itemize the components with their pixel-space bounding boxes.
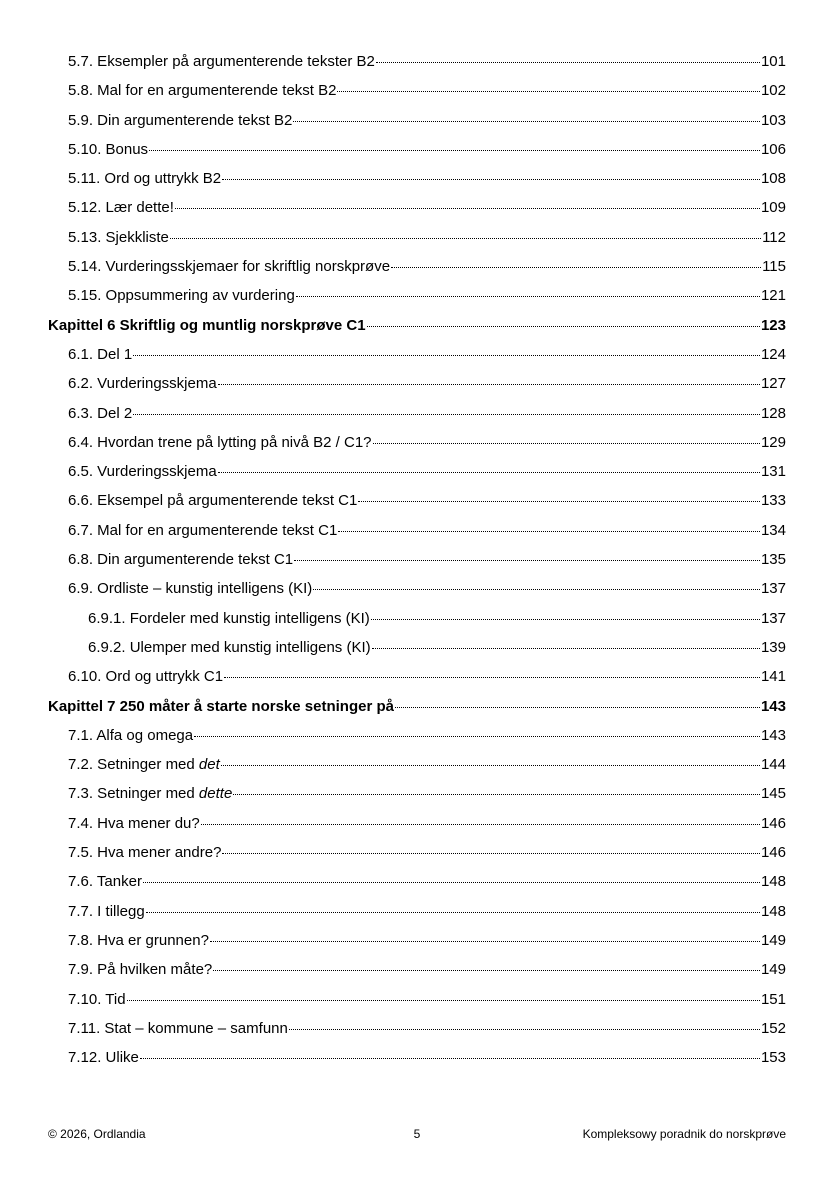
- dot-leader: [222, 853, 760, 854]
- dot-leader: [140, 1058, 760, 1059]
- toc-entry-title: 7.2. Setninger med det: [68, 756, 220, 774]
- toc-entry-page-number: 108: [760, 170, 786, 188]
- toc-entry-page-number: 103: [760, 111, 786, 129]
- dot-leader: [293, 121, 760, 122]
- toc-entry-title: 7.5. Hva mener andre?: [68, 844, 222, 862]
- toc-entry-title: 5.13. Sjekkliste: [68, 228, 169, 246]
- toc-entry[interactable]: [0, 544, 831, 573]
- toc-entry-page-number: 143: [760, 726, 786, 744]
- toc-entry-page-number: 129: [760, 433, 786, 451]
- toc-entry-title: 6.8. Din argumenterende tekst C1: [68, 551, 294, 569]
- toc-entry-page-number: 143: [760, 697, 786, 715]
- toc-chapter-entry[interactable]: [0, 691, 831, 720]
- page-footer: [48, 1126, 786, 1142]
- toc-entry-title: 6.9. Ordliste – kunstig intelligens (KI): [68, 580, 313, 598]
- toc-entry-page-number: 101: [760, 53, 786, 70]
- toc-entry-page-number: 137: [760, 580, 786, 598]
- toc-entry[interactable]: [0, 984, 831, 1013]
- toc-entry-title: 5.7. Eksempler på argumenterende tekster B2: [68, 53, 375, 70]
- footer-copyright: © 2026, Ordlandia: [48, 1127, 146, 1141]
- toc-entry-page-number: 149: [760, 961, 786, 979]
- toc-entry-title: 7.6. Tanker: [68, 873, 142, 891]
- dot-leader: [367, 326, 760, 327]
- toc-entry[interactable]: [0, 134, 831, 163]
- toc-entry[interactable]: [0, 925, 831, 954]
- toc-entry[interactable]: [0, 1042, 831, 1071]
- dot-leader: [371, 619, 760, 620]
- toc-entry-page-number: 148: [760, 902, 786, 920]
- table-of-contents: [0, 46, 831, 1071]
- toc-entry-page-number: 134: [760, 521, 786, 539]
- toc-entry-page-number: 128: [760, 404, 786, 422]
- toc-entry-page-number: 146: [760, 814, 786, 832]
- toc-entry-title: 7.8. Hva er grunnen?: [68, 931, 209, 949]
- toc-entry-title: 6.4. Hvordan trene på lytting på nivå B2 / C1?: [68, 433, 372, 451]
- dot-leader: [218, 472, 760, 473]
- footer-page-number: 5: [413, 1127, 421, 1141]
- dot-leader: [213, 970, 760, 971]
- toc-entry[interactable]: [0, 808, 831, 837]
- dot-leader: [222, 179, 760, 180]
- toc-chapter-entry[interactable]: [0, 310, 831, 339]
- toc-entry[interactable]: [0, 661, 831, 690]
- dot-leader: [210, 941, 760, 942]
- toc-entry-title: 6.2. Vurderingsskjema: [68, 375, 217, 393]
- toc-entry-title: 7.7. I tillegg: [68, 902, 145, 920]
- toc-entry[interactable]: [0, 339, 831, 368]
- toc-entry-title: 7.1. Alfa og omega: [68, 726, 194, 744]
- toc-entry-title: Kapittel 7 250 måter å starte norske setninger på: [48, 697, 394, 715]
- dot-leader: [224, 677, 760, 678]
- toc-entry[interactable]: [0, 46, 831, 75]
- dot-leader: [294, 560, 760, 561]
- dot-leader: [376, 62, 760, 63]
- toc-entry[interactable]: [0, 720, 831, 749]
- dot-leader: [313, 589, 760, 590]
- toc-entry[interactable]: [0, 1013, 831, 1042]
- toc-entry-title: 7.11. Stat – kommune – samfunn: [68, 1019, 288, 1037]
- toc-entry-page-number: 127: [760, 375, 786, 393]
- dot-leader: [391, 267, 761, 268]
- toc-entry[interactable]: [0, 632, 831, 661]
- toc-entry-title: 5.14. Vurderingsskjemaer for skriftlig norskprøve: [68, 258, 391, 276]
- toc-entry[interactable]: [0, 456, 831, 485]
- toc-entry-page-number: 145: [760, 785, 786, 803]
- toc-entry-page-number: 139: [760, 638, 786, 656]
- toc-entry[interactable]: [0, 105, 831, 134]
- footer-book-title: Kompleksowy poradnik do norskprøve: [582, 1127, 786, 1141]
- toc-entry[interactable]: [0, 485, 831, 514]
- toc-entry-title: 7.4. Hva mener du?: [68, 814, 200, 832]
- toc-entry-page-number: 112: [762, 228, 786, 246]
- toc-entry-title: 6.6. Eksempel på argumenterende tekst C1: [68, 492, 358, 510]
- toc-entry-title: 5.8. Mal for en argumenterende tekst B2: [68, 82, 337, 100]
- toc-entry[interactable]: [0, 603, 831, 632]
- toc-entry[interactable]: [0, 515, 831, 544]
- dot-leader: [372, 648, 760, 649]
- toc-entry-page-number: 152: [760, 1019, 786, 1037]
- toc-entry[interactable]: [0, 280, 831, 309]
- dot-leader: [373, 443, 760, 444]
- dot-leader: [133, 355, 760, 356]
- toc-entry-page-number: 137: [760, 609, 786, 627]
- toc-entry[interactable]: [0, 866, 831, 895]
- dot-leader: [127, 1000, 760, 1001]
- toc-entry-page-number: 135: [760, 551, 786, 569]
- dot-leader: [201, 824, 760, 825]
- toc-entry[interactable]: [0, 163, 831, 192]
- dot-leader: [175, 208, 760, 209]
- toc-entry-page-number: 133: [760, 492, 786, 510]
- toc-entry-page-number: 109: [760, 199, 786, 217]
- toc-entry-title: 7.3. Setninger med dette: [68, 785, 233, 803]
- toc-entry-title: 6.10. Ord og uttrykk C1: [68, 668, 224, 686]
- toc-entry-title: 6.9.1. Fordeler med kunstig intelligens (KI): [88, 609, 370, 627]
- toc-entry[interactable]: [0, 954, 831, 983]
- dot-leader: [149, 150, 760, 151]
- toc-entry[interactable]: [0, 837, 831, 866]
- dot-leader: [233, 794, 760, 795]
- toc-entry-title: 5.9. Din argumenterende tekst B2: [68, 111, 293, 129]
- toc-entry-page-number: 141: [760, 668, 786, 686]
- toc-entry-title: 6.5. Vurderingsskjema: [68, 463, 217, 481]
- toc-entry-title: 5.15. Oppsummering av vurdering: [68, 287, 295, 305]
- toc-entry[interactable]: [0, 573, 831, 602]
- dot-leader: [289, 1029, 760, 1030]
- dot-leader: [170, 238, 761, 239]
- toc-entry[interactable]: [0, 368, 831, 397]
- toc-entry-title: 5.11. Ord og uttrykk B2: [68, 170, 222, 188]
- toc-entry-title: Kapittel 6 Skriftlig og muntlig norskprøve C1: [48, 316, 366, 334]
- dot-leader: [395, 707, 760, 708]
- toc-entry-title: 6.9.2. Ulemper med kunstig intelligens (KI): [88, 638, 371, 656]
- toc-entry-page-number: 106: [760, 140, 786, 158]
- toc-entry-title: 7.9. På hvilken måte?: [68, 961, 213, 979]
- toc-entry-page-number: 123: [760, 316, 786, 334]
- dot-leader: [146, 912, 760, 913]
- toc-entry[interactable]: [0, 398, 831, 427]
- toc-entry-title: 6.1. Del 1: [68, 345, 133, 363]
- dot-leader: [296, 296, 760, 297]
- dot-leader: [337, 91, 759, 92]
- dot-leader: [338, 531, 760, 532]
- dot-leader: [221, 765, 760, 766]
- toc-entry-title: 6.7. Mal for en argumenterende tekst C1: [68, 521, 338, 539]
- dot-leader: [218, 384, 760, 385]
- toc-entry[interactable]: [0, 192, 831, 221]
- toc-entry-title: 7.12. Ulike: [68, 1049, 139, 1067]
- toc-entry-page-number: 149: [760, 931, 786, 949]
- toc-entry-page-number: 131: [760, 463, 786, 481]
- toc-entry-title: 6.3. Del 2: [68, 404, 133, 422]
- toc-entry[interactable]: [0, 251, 831, 280]
- toc-entry-page-number: 124: [760, 345, 786, 363]
- toc-entry-page-number: 144: [760, 756, 786, 774]
- dot-leader: [143, 882, 760, 883]
- toc-entry-page-number: 115: [762, 258, 786, 276]
- toc-entry-title: 7.10. Tid: [68, 990, 126, 1008]
- dot-leader: [358, 501, 760, 502]
- toc-entry-page-number: 148: [760, 873, 786, 891]
- toc-entry[interactable]: [0, 778, 831, 807]
- toc-entry[interactable]: [0, 222, 831, 251]
- toc-entry[interactable]: [0, 75, 831, 104]
- toc-entry[interactable]: [0, 427, 831, 456]
- toc-entry-title: 5.12. Lær dette!: [68, 199, 174, 217]
- toc-entry-page-number: 151: [760, 990, 786, 1008]
- toc-entry[interactable]: [0, 749, 831, 778]
- dot-leader: [133, 414, 760, 415]
- toc-entry-page-number: 102: [760, 82, 786, 100]
- toc-entry-page-number: 146: [760, 844, 786, 862]
- toc-entry[interactable]: [0, 896, 831, 925]
- toc-entry-page-number: 153: [760, 1049, 786, 1067]
- toc-entry-page-number: 121: [760, 287, 786, 305]
- dot-leader: [194, 736, 760, 737]
- toc-entry-title: 5.10. Bonus: [68, 140, 149, 158]
